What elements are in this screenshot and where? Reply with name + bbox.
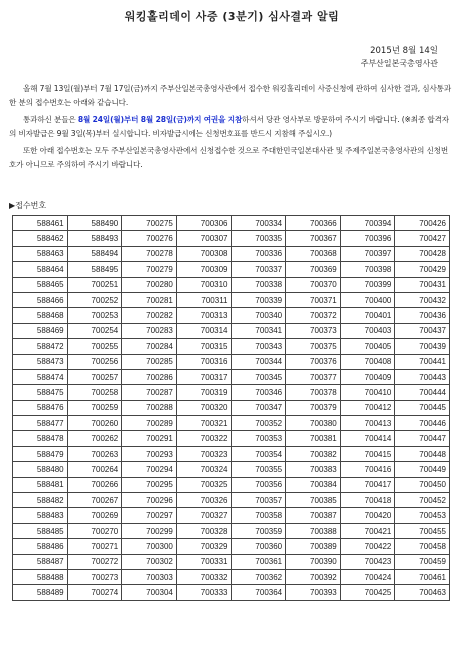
receipt-number-cell: 700445: [395, 400, 450, 415]
receipt-number-cell: 700309: [176, 262, 231, 277]
receipt-number-cell: 700359: [231, 523, 286, 538]
receipt-number-cell: 588487: [13, 554, 68, 569]
receipt-number-cell: 700377: [286, 369, 341, 384]
receipt-number-cell: 588494: [67, 246, 122, 261]
receipt-number-cell: 700260: [67, 416, 122, 431]
receipt-number-cell: 700294: [122, 462, 177, 477]
receipt-number-cell: 700421: [340, 523, 395, 538]
receipt-number-cell: 700302: [122, 554, 177, 569]
receipt-number-cell: 700441: [395, 354, 450, 369]
receipt-number-cell: 588468: [13, 308, 68, 323]
receipt-number-cell: 588488: [13, 569, 68, 584]
receipt-number-cell: 700300: [122, 539, 177, 554]
receipt-number-cell: 700449: [395, 462, 450, 477]
visit-period-highlight: 8월 24일(월)부터 8월 28일(금)까지 여권을 지참: [77, 115, 243, 124]
receipt-number-cell: 700452: [395, 493, 450, 508]
receipt-number-cell: 700379: [286, 400, 341, 415]
receipt-number-cell: 700256: [67, 354, 122, 369]
receipt-number-cell: 700337: [231, 262, 286, 277]
receipt-number-cell: 700385: [286, 493, 341, 508]
receipt-number-cell: 700343: [231, 339, 286, 354]
receipt-list-label: ▶접수번호: [9, 201, 47, 210]
receipt-number-cell: 700429: [395, 262, 450, 277]
receipt-number-cell: 700393: [286, 585, 341, 600]
receipt-number-cell: 588478: [13, 431, 68, 446]
receipt-number-cell: 700297: [122, 508, 177, 523]
receipt-number-cell: 700437: [395, 323, 450, 338]
receipt-number-cell: 700283: [122, 323, 177, 338]
receipt-number-cell: 700332: [176, 569, 231, 584]
notice-paragraph-2-end: 하셔서 당관 영사부로 방문하여 주시기 바랍니다. (※최종 합격자의 비자발급은 9월 3일(목)부터 실시합니다. 비자발급시에는 신청번호표를 반드시 지참해 주십시오.): [9, 115, 449, 138]
table-row: [13, 231, 450, 246]
receipt-number-cell: 700412: [340, 400, 395, 415]
receipt-number-cell: 700321: [176, 416, 231, 431]
receipt-number-cell: 700352: [231, 416, 286, 431]
receipt-number-cell: 700329: [176, 539, 231, 554]
receipt-number-cell: 700409: [340, 369, 395, 384]
receipt-number-cell: 700431: [395, 277, 450, 292]
receipt-number-cell: 700279: [122, 262, 177, 277]
receipt-number-cell: 700389: [286, 539, 341, 554]
receipt-number-cell: 588476: [13, 400, 68, 415]
receipt-number-cell: 700271: [67, 539, 122, 554]
receipt-number-cell: 700320: [176, 400, 231, 415]
receipt-number-cell: 700425: [340, 585, 395, 600]
receipt-number-cell: 588489: [13, 585, 68, 600]
receipt-number-cell: 588474: [13, 369, 68, 384]
receipt-number-cell: 700281: [122, 292, 177, 307]
receipt-number-cell: 700410: [340, 385, 395, 400]
receipt-number-cell: 588472: [13, 339, 68, 354]
receipt-number-cell: 700396: [340, 231, 395, 246]
receipt-number-cell: 700324: [176, 462, 231, 477]
receipt-number-cell: 700353: [231, 431, 286, 446]
receipt-number-cell: 700387: [286, 508, 341, 523]
receipt-number-cell: 700316: [176, 354, 231, 369]
receipt-number-table: [12, 215, 450, 601]
receipt-number-cell: 700394: [340, 216, 395, 231]
receipt-number-cell: 700336: [231, 246, 286, 261]
receipt-number-cell: 588485: [13, 523, 68, 538]
receipt-number-cell: 700278: [122, 246, 177, 261]
receipt-number-cell: 700323: [176, 446, 231, 461]
table-row: [13, 246, 450, 261]
receipt-number-cell: 700461: [395, 569, 450, 584]
receipt-number-cell: 700372: [286, 308, 341, 323]
receipt-number-cell: 700295: [122, 477, 177, 492]
receipt-number-cell: 700428: [395, 246, 450, 261]
receipt-number-cell: 700258: [67, 385, 122, 400]
receipt-number-cell: 700422: [340, 539, 395, 554]
receipt-number-cell: 700328: [176, 523, 231, 538]
receipt-number-cell: 700254: [67, 323, 122, 338]
receipt-number-cell: 700447: [395, 431, 450, 446]
receipt-number-cell: 588463: [13, 246, 68, 261]
receipt-number-cell: 588495: [67, 262, 122, 277]
receipt-number-cell: 700288: [122, 400, 177, 415]
receipt-number-cell: 700443: [395, 369, 450, 384]
receipt-number-cell: 588475: [13, 385, 68, 400]
receipt-number-cell: 700403: [340, 323, 395, 338]
table-row: [13, 354, 450, 369]
receipt-number-cell: 700405: [340, 339, 395, 354]
table-row: [13, 523, 450, 538]
receipt-number-cell: 700286: [122, 369, 177, 384]
receipt-number-cell: 700378: [286, 385, 341, 400]
receipt-number-cell: 700408: [340, 354, 395, 369]
receipt-number-cell: 700362: [231, 569, 286, 584]
receipt-number-cell: 700317: [176, 369, 231, 384]
receipt-number-cell: 700311: [176, 292, 231, 307]
table-row: [13, 323, 450, 338]
receipt-number-cell: 700458: [395, 539, 450, 554]
notice-body: [9, 82, 455, 175]
table-row: [13, 369, 450, 384]
table-row: [13, 262, 450, 277]
receipt-number-cell: 700401: [340, 308, 395, 323]
receipt-number-cell: 700303: [122, 569, 177, 584]
receipt-number-cell: 700314: [176, 323, 231, 338]
receipt-number-cell: 588462: [13, 231, 68, 246]
receipt-number-cell: 588482: [13, 493, 68, 508]
receipt-number-cell: 700344: [231, 354, 286, 369]
receipt-number-cell: 588493: [67, 231, 122, 246]
receipt-number-cell: 700381: [286, 431, 341, 446]
receipt-number-cell: 700335: [231, 231, 286, 246]
receipt-number-cell: 700308: [176, 246, 231, 261]
receipt-number-cell: 700322: [176, 431, 231, 446]
receipt-number-cell: 700357: [231, 493, 286, 508]
receipt-number-cell: 700413: [340, 416, 395, 431]
page-title: 워킹홀리데이 사증 (3분기) 심사결과 알림: [124, 10, 340, 23]
receipt-number-cell: 700448: [395, 446, 450, 461]
receipt-number-cell: 700432: [395, 292, 450, 307]
receipt-number-cell: 700347: [231, 400, 286, 415]
receipt-number-cell: 588466: [13, 292, 68, 307]
receipt-number-cell: 700263: [67, 446, 122, 461]
receipt-number-cell: 700382: [286, 446, 341, 461]
receipt-number-cell: 700426: [395, 216, 450, 231]
receipt-number-cell: 700356: [231, 477, 286, 492]
receipt-number-cell: 700369: [286, 262, 341, 277]
table-row: [13, 554, 450, 569]
receipt-number-cell: 700276: [122, 231, 177, 246]
receipt-number-cell: 588469: [13, 323, 68, 338]
receipt-number-cell: 588480: [13, 462, 68, 477]
receipt-number-cell: 700291: [122, 431, 177, 446]
receipt-number-cell: 588465: [13, 277, 68, 292]
receipt-number-cell: 700463: [395, 585, 450, 600]
receipt-number-cell: 700315: [176, 339, 231, 354]
receipt-number-cell: 700253: [67, 308, 122, 323]
receipt-number-cell: 700376: [286, 354, 341, 369]
receipt-number-cell: 700399: [340, 277, 395, 292]
receipt-number-cell: 700417: [340, 477, 395, 492]
receipt-number-cell: 700273: [67, 569, 122, 584]
receipt-number-cell: 700275: [122, 216, 177, 231]
receipt-number-cell: 700368: [286, 246, 341, 261]
receipt-number-cell: 588479: [13, 446, 68, 461]
receipt-number-cell: 700272: [67, 554, 122, 569]
table-row: [13, 493, 450, 508]
receipt-number-cell: 700371: [286, 292, 341, 307]
table-row: [13, 339, 450, 354]
table-row: [13, 308, 450, 323]
receipt-number-cell: 700444: [395, 385, 450, 400]
receipt-number-cell: 700252: [67, 292, 122, 307]
receipt-number-cell: 700380: [286, 416, 341, 431]
table-row: [13, 569, 450, 584]
receipt-number-cell: 588483: [13, 508, 68, 523]
receipt-number-cell: 700338: [231, 277, 286, 292]
receipt-number-cell: 700400: [340, 292, 395, 307]
receipt-number-cell: 588490: [67, 216, 122, 231]
table-row: [13, 431, 450, 446]
table-row: [13, 385, 450, 400]
receipt-number-cell: 700384: [286, 477, 341, 492]
receipt-number-cell: 700280: [122, 277, 177, 292]
receipt-number-cell: 700274: [67, 585, 122, 600]
receipt-number-cell: 700370: [286, 277, 341, 292]
receipt-number-cell: 700455: [395, 523, 450, 538]
receipt-number-cell: 700375: [286, 339, 341, 354]
receipt-number-cell: 700346: [231, 385, 286, 400]
receipt-number-cell: 700340: [231, 308, 286, 323]
notice-paragraph-3: 또한 아래 접수번호는 모두 주부산일본국총영사관에서 신청접수한 것으로 주대한민국일본대사관 및 주제주일본국총영사관의 신청번호가 아니므로 주의하여 주시기 바랍니다.: [9, 146, 449, 169]
receipt-number-cell: 700383: [286, 462, 341, 477]
receipt-number-cell: 700331: [176, 554, 231, 569]
receipt-number-cell: 700355: [231, 462, 286, 477]
receipt-number-cell: 700325: [176, 477, 231, 492]
receipt-number-cell: 700418: [340, 493, 395, 508]
notice-paragraph-2-start: 통과하신 분들은: [23, 115, 78, 124]
receipt-number-cell: 700339: [231, 292, 286, 307]
receipt-number-cell: 700327: [176, 508, 231, 523]
receipt-number-cell: 700420: [340, 508, 395, 523]
table-row: [13, 508, 450, 523]
receipt-number-cell: 700334: [231, 216, 286, 231]
table-row: [13, 585, 450, 600]
receipt-number-cell: 700415: [340, 446, 395, 461]
receipt-number-cell: 700453: [395, 508, 450, 523]
receipt-number-cell: 700361: [231, 554, 286, 569]
receipt-number-cell: 700459: [395, 554, 450, 569]
receipt-number-cell: 700267: [67, 493, 122, 508]
receipt-number-cell: 700397: [340, 246, 395, 261]
receipt-number-cell: 700345: [231, 369, 286, 384]
receipt-number-cell: 700416: [340, 462, 395, 477]
table-row: [13, 539, 450, 554]
notice-paragraph-1: 올해 7월 13일(월)부터 7월 17일(금)까지 주부산일본국총영사관에서 접수한 워킹홀리데이 사증신청에 관하여 심사한 결과, 심사통과한 분의 접수번호는 아래와 같습니다.: [9, 84, 452, 107]
table-row: [13, 462, 450, 477]
receipt-number-cell: 700282: [122, 308, 177, 323]
receipt-number-cell: 700299: [122, 523, 177, 538]
receipt-number-cell: 700364: [231, 585, 286, 600]
receipt-number-cell: 700354: [231, 446, 286, 461]
receipt-number-cell: 700269: [67, 508, 122, 523]
receipt-number-cell: 700270: [67, 523, 122, 538]
receipt-number-cell: 588464: [13, 262, 68, 277]
receipt-number-cell: 700398: [340, 262, 395, 277]
table-row: [13, 400, 450, 415]
notice-date: 2015년 8월 14일: [370, 46, 438, 56]
receipt-number-cell: 700285: [122, 354, 177, 369]
receipt-number-cell: 700259: [67, 400, 122, 415]
table-row: [13, 446, 450, 461]
receipt-number-cell: 700296: [122, 493, 177, 508]
receipt-number-cell: 700313: [176, 308, 231, 323]
receipt-number-cell: 700358: [231, 508, 286, 523]
receipt-number-cell: 700390: [286, 554, 341, 569]
receipt-number-cell: 700264: [67, 462, 122, 477]
receipt-number-cell: 700367: [286, 231, 341, 246]
receipt-number-cell: 700373: [286, 323, 341, 338]
receipt-number-cell: 700341: [231, 323, 286, 338]
receipt-number-cell: 700436: [395, 308, 450, 323]
receipt-number-cell: 588473: [13, 354, 68, 369]
table-row: [13, 292, 450, 307]
table-row: [13, 416, 450, 431]
receipt-number-cell: 700423: [340, 554, 395, 569]
receipt-number-cell: 588481: [13, 477, 68, 492]
notice-paragraph-2: [9, 113, 455, 141]
receipt-number-table-body: [13, 216, 450, 601]
receipt-number-cell: 700326: [176, 493, 231, 508]
receipt-number-cell: 700414: [340, 431, 395, 446]
receipt-number-cell: 700333: [176, 585, 231, 600]
receipt-number-cell: 700427: [395, 231, 450, 246]
receipt-number-cell: 700310: [176, 277, 231, 292]
table-row: [13, 477, 450, 492]
receipt-number-cell: 700366: [286, 216, 341, 231]
receipt-number-cell: 700266: [67, 477, 122, 492]
receipt-number-cell: 588461: [13, 216, 68, 231]
receipt-number-cell: 700307: [176, 231, 231, 246]
receipt-number-cell: 588486: [13, 539, 68, 554]
receipt-number-cell: 700304: [122, 585, 177, 600]
receipt-number-cell: 700289: [122, 416, 177, 431]
receipt-number-cell: 700262: [67, 431, 122, 446]
receipt-number-cell: 700439: [395, 339, 450, 354]
receipt-number-cell: 700306: [176, 216, 231, 231]
receipt-number-cell: 700392: [286, 569, 341, 584]
receipt-number-cell: 700446: [395, 416, 450, 431]
receipt-number-cell: 700319: [176, 385, 231, 400]
receipt-number-cell: 700388: [286, 523, 341, 538]
receipt-number-cell: 700450: [395, 477, 450, 492]
receipt-number-cell: 700251: [67, 277, 122, 292]
receipt-number-cell: 700293: [122, 446, 177, 461]
receipt-number-cell: 700360: [231, 539, 286, 554]
receipt-number-cell: 588477: [13, 416, 68, 431]
table-row: [13, 216, 450, 231]
issuing-organization: 주부산일본국총영사관: [360, 59, 438, 68]
receipt-number-cell: 700257: [67, 369, 122, 384]
receipt-number-cell: 700424: [340, 569, 395, 584]
receipt-number-cell: 700255: [67, 339, 122, 354]
receipt-number-cell: 700287: [122, 385, 177, 400]
receipt-number-cell: 700284: [122, 339, 177, 354]
table-row: [13, 277, 450, 292]
